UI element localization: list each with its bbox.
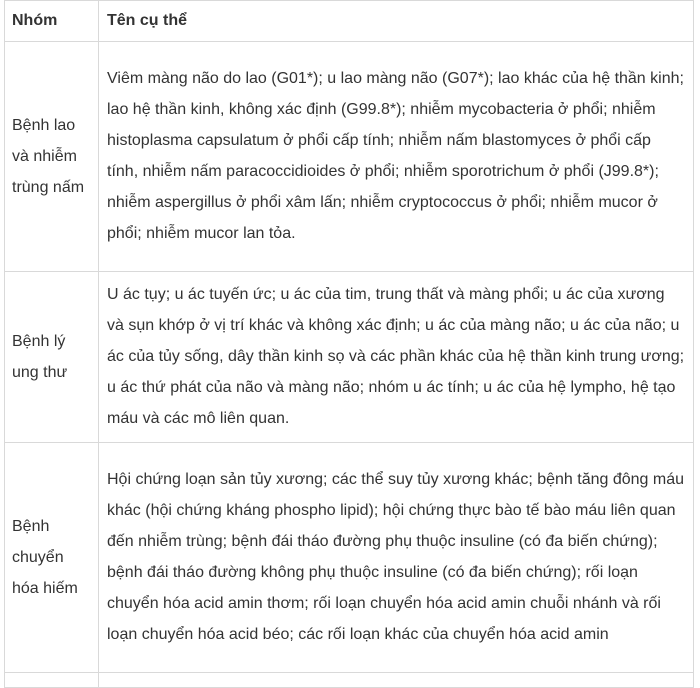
description-cell-empty bbox=[99, 673, 694, 688]
table-header-row bbox=[5, 1, 694, 42]
header-specific-name: Tên cụ thể bbox=[99, 1, 694, 42]
group-cell: Bệnh lý ung thư bbox=[5, 272, 99, 443]
header-group: Nhóm bbox=[5, 1, 99, 42]
table-row bbox=[5, 42, 694, 272]
table-row bbox=[5, 272, 694, 443]
group-cell-empty bbox=[5, 673, 99, 688]
description-cell: Hội chứng loạn sản tủy xương; các thể suy tủy xương khác; bệnh tăng đông máu khác (hội chứng kháng phospho lipid); hội chứng thực bào tế bào máu liên quan đến nhiễm trùng; bệnh đái tháo đường phụ thuộc insuline (có đa biến chứng); bệnh đái tháo đường không phụ thuộc insuline (có đa biến chứng); rối loạn chuyển hóa acid amin thơm; rối loạn chuyển hóa acid amin chuỗi nhánh và rối loạn chuyển hóa acid béo; các rối loạn khác của chuyển hóa acid amin bbox=[99, 443, 694, 673]
disease-table bbox=[4, 0, 694, 688]
group-cell: Bệnh lao và nhiễm trùng nấm bbox=[5, 42, 99, 272]
description-cell: Viêm màng não do lao (G01*); u lao màng não (G07*); lao khác của hệ thần kinh; lao hệ thần kinh, không xác định (G99.8*); nhiễm mycobacteria ở phổi; nhiễm histoplasma capsulatum ở phổi cấp tính; nhiễm nấm blastomyces ở phổi cấp tính, nhiễm nấm paracoccidioides ở phổi; nhiễm sporotrichum ở phổi (J99.8*); nhiễm aspergillus ở phổi xâm lấn; nhiễm cryptococcus ở phổi; nhiễm mucor ở phổi; nhiễm mucor lan tỏa. bbox=[99, 42, 694, 272]
table-row-partial bbox=[5, 673, 694, 688]
table-row bbox=[5, 443, 694, 673]
group-cell: Bệnh chuyển hóa hiếm bbox=[5, 443, 99, 673]
description-cell: U ác tụy; u ác tuyến ức; u ác của tim, trung thất và màng phổi; u ác của xương và sụn khớp ở vị trí khác và không xác định; u ác của màng não; u ác của não; u ác của tủy sống, dây thần kinh sọ và các phần khác của hệ thần kinh trung ương; u ác thứ phát của não và màng não; nhóm u ác tính; u ác của hệ lympho, hệ tạo máu và các mô liên quan. bbox=[99, 272, 694, 443]
